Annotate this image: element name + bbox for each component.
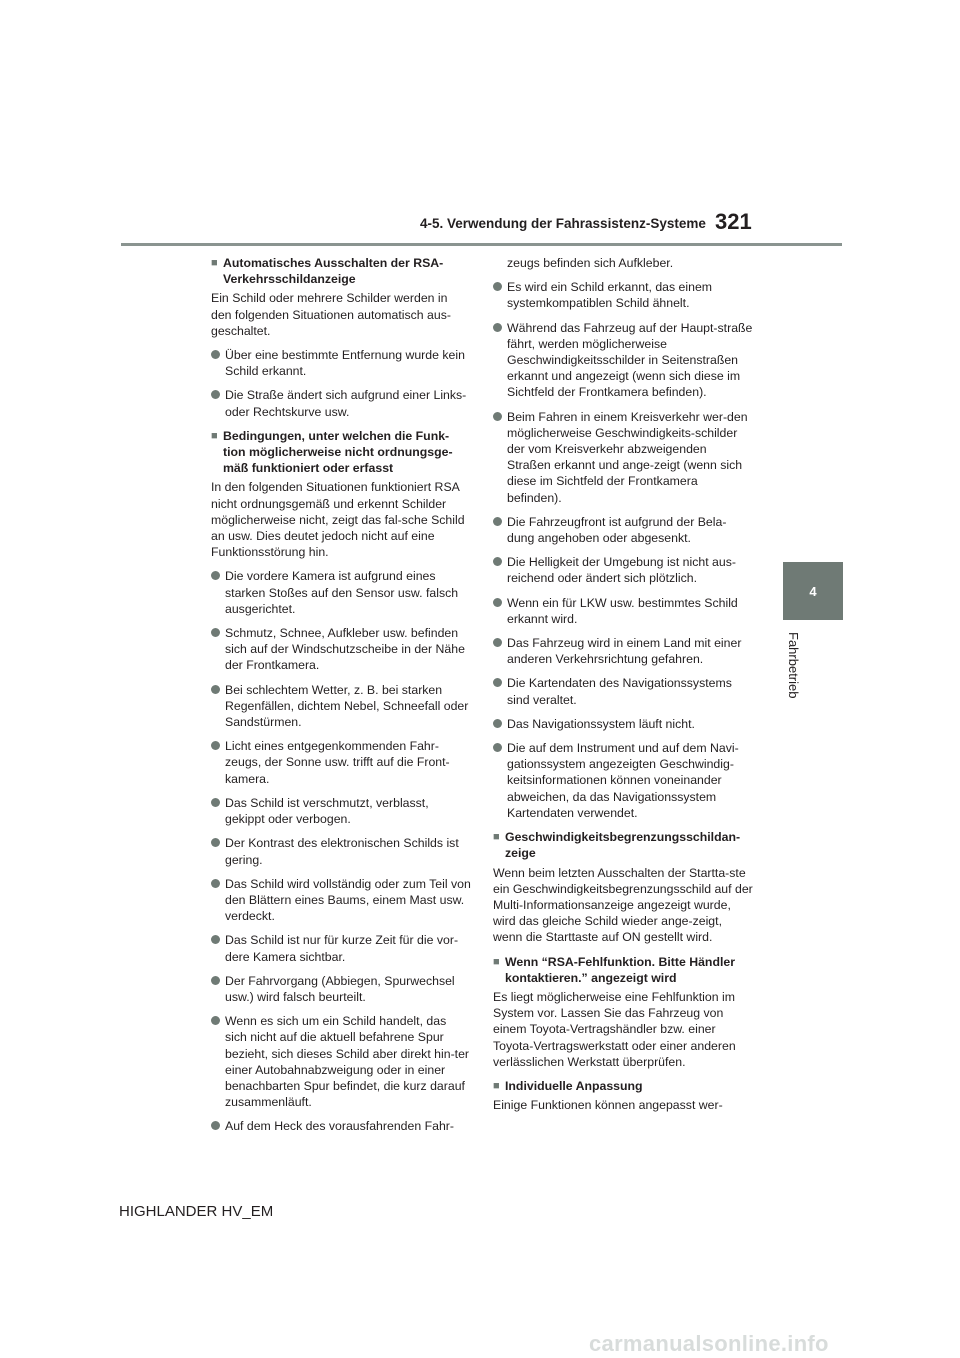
list-item bbox=[211, 835, 471, 867]
list-item bbox=[211, 973, 471, 1005]
heading-text: Individuelle Anpassung bbox=[505, 1078, 643, 1093]
list-item-text: Licht eines entgegenkommenden Fahr-zeugs, der Sonne usw. trifft auf die Front-kamera. bbox=[225, 739, 450, 786]
section-heading bbox=[493, 1078, 753, 1094]
continued-text: zeugs befinden sich Aufkleber. bbox=[507, 256, 674, 270]
list-item-text: Die Straße ändert sich aufgrund einer Links- oder Rechtskurve usw. bbox=[225, 388, 467, 419]
paragraph: In den folgenden Situationen funktioniert RSA nicht ordnungsgemäß und erkennt Schilder möglicherweise nicht, zeigt das fal-sche Schild an usw. Dies deutet jedoch nicht auf eine Funktionsstörung hin. bbox=[211, 480, 465, 560]
list-item-text: Das Schild wird vollständig oder zum Teil von den Blättern eines Baums, einem Mast usw. verdeckt. bbox=[225, 876, 471, 924]
list-item-text: Während das Fahrzeug auf der Haupt-straße fährt, werden möglicherweise Geschwindigkeitsschilder in Seitenstraßen erkannt und angezeigt (wenn sich diese im Sichtfeld der Frontkamera befinden). bbox=[507, 320, 753, 400]
chapter-name: Fahrbetrieb bbox=[786, 632, 801, 699]
bullet-icon bbox=[493, 638, 502, 647]
list-item bbox=[211, 347, 471, 379]
list-item-text: Der Kontrast des elektronischen Schilds ist gering. bbox=[225, 836, 459, 867]
list-item bbox=[211, 568, 471, 617]
list-item-text: Die vordere Kamera ist aufgrund eines starken Stoßes auf den Sensor usw. falsch ausgerichtet. bbox=[225, 569, 459, 616]
list-item bbox=[493, 740, 753, 821]
bullet-icon bbox=[211, 685, 220, 694]
chapter-number: 4 bbox=[809, 583, 817, 599]
list-item bbox=[493, 675, 753, 707]
list-item bbox=[211, 876, 471, 925]
section-heading bbox=[493, 829, 753, 861]
section-heading bbox=[211, 428, 471, 477]
list-item bbox=[493, 320, 753, 401]
list-item bbox=[211, 932, 471, 964]
header-divider bbox=[121, 243, 842, 246]
bullet-icon bbox=[211, 935, 220, 944]
list-item-text: Die Fahrzeugfront ist aufgrund der Bela-dung angehoben oder abgesenkt. bbox=[507, 514, 727, 546]
list-item bbox=[493, 554, 753, 586]
list-item bbox=[211, 625, 471, 674]
list-item bbox=[211, 1118, 471, 1134]
section-heading bbox=[493, 954, 753, 986]
list-item-text: Das Schild ist verschmutzt, verblasst, gekippt oder verbogen. bbox=[225, 795, 429, 827]
square-bullet-icon: ■ bbox=[493, 1079, 500, 1092]
paragraph: Es liegt möglicherweise eine Fehlfunktion im System vor. Lassen Sie das Fahrzeug von einem Toyota-Vertragshändler bzw. einer Toyota-Vertragswerkstatt oder einer anderen verlässlichen Werkstatt überprüfen. bbox=[493, 989, 736, 1069]
list-item bbox=[493, 595, 753, 627]
heading-text: Automatisches Ausschalten der RSA-Verkehrsschildanzeige bbox=[223, 256, 444, 287]
page-number: 321 bbox=[715, 209, 752, 234]
bullet-icon bbox=[211, 571, 220, 580]
list-item bbox=[211, 795, 471, 827]
bullet-icon bbox=[493, 598, 502, 607]
list-item-text: Wenn es sich um ein Schild handelt, das sich nicht auf die aktuell befahrene Spur bezieht, sich dieses Schild aber direkt hin-ter einer Autobahnabzweigung oder in einer benachbarten Spur befindet, die kurz darauf zusammenläuft. bbox=[225, 1014, 470, 1110]
list-item-text: Das Schild ist nur für kurze Zeit für die vor-dere Kamera sichtbar. bbox=[225, 933, 459, 964]
heading-text: Bedingungen, unter welchen die Funk-tion möglicherweise nicht ordnungsge-mäß funktioniert oder erfasst bbox=[223, 428, 453, 476]
bullet-icon bbox=[493, 557, 502, 566]
square-bullet-icon: ■ bbox=[493, 831, 500, 844]
bullet-icon bbox=[211, 798, 220, 807]
list-item bbox=[493, 514, 753, 546]
list-item bbox=[211, 682, 471, 731]
bullet-icon bbox=[493, 678, 502, 687]
bullet-icon bbox=[211, 976, 220, 985]
list-item bbox=[493, 716, 753, 732]
bullet-icon bbox=[493, 743, 502, 752]
bullet-icon bbox=[493, 412, 502, 421]
left-column bbox=[211, 255, 471, 1143]
list-item-text: Über eine bestimmte Entfernung wurde kein Schild erkannt. bbox=[225, 348, 465, 379]
list-item-text: Bei schlechtem Wetter, z. B. bei starken Regenfällen, dichtem Nebel, Schneefall oder Sandstürmen. bbox=[225, 682, 469, 730]
list-item bbox=[211, 387, 471, 419]
list-item-text: Die Helligkeit der Umgebung ist nicht aus-reichend oder ändert sich plötzlich. bbox=[507, 555, 736, 586]
square-bullet-icon: ■ bbox=[211, 257, 218, 269]
bullet-icon bbox=[493, 517, 502, 526]
paragraph: Ein Schild oder mehrere Schilder werden in den folgenden Situationen automatisch aus-geschaltet. bbox=[211, 291, 451, 338]
paragraph: Einige Funktionen können angepasst wer- bbox=[493, 1098, 723, 1113]
chapter-tab[interactable] bbox=[783, 562, 843, 620]
list-item-text: Beim Fahren in einem Kreisverkehr wer-den möglicherweise Geschwindigkeits-schilder der vom Kreisverkehr abzweigenden Straßen erkannt und ange-zeigt (wenn sich diese im Sichtfeld der Frontkamera befinden). bbox=[507, 409, 748, 505]
bullet-icon bbox=[493, 719, 502, 728]
bullet-icon bbox=[211, 390, 220, 399]
paragraph: Wenn beim letzten Ausschalten der Startta-ste ein Geschwindigkeitsbegrenzungsschild auf der Multi-Informationsanzeige angezeigt wurde, wird das gleiche Schild wieder ange-zeigt, wenn die Starttaste auf ON gestellt wird. bbox=[493, 865, 753, 945]
bullet-icon bbox=[211, 838, 220, 847]
list-item-text: Auf dem Heck des vorausfahrenden Fahr- bbox=[225, 1119, 454, 1134]
list-item-text: Wenn ein für LKW usw. bestimmtes Schild erkannt wird. bbox=[507, 595, 738, 626]
model-footer: HIGHLANDER HV_EM bbox=[119, 1203, 274, 1220]
bullet-icon bbox=[211, 628, 220, 637]
list-item bbox=[493, 635, 753, 667]
list-item-text: Die Kartendaten des Navigationssystems sind veraltet. bbox=[507, 676, 732, 707]
list-item bbox=[211, 1013, 471, 1110]
watermark: carmanualsonline.info bbox=[589, 1331, 829, 1356]
list-item bbox=[211, 738, 471, 787]
list-item bbox=[493, 279, 753, 311]
section-title: 4-5. Verwendung der Fahrassistenz-Systeme bbox=[420, 216, 706, 231]
bullet-icon bbox=[493, 282, 502, 291]
bullet-icon bbox=[211, 350, 220, 359]
list-item-text: Der Fahrvorgang (Abbiegen, Spurwechsel usw.) wird falsch beurteilt. bbox=[225, 973, 455, 1004]
list-item-text: Schmutz, Schnee, Aufkleber usw. befinden sich auf der Windschutzscheibe in der Nähe der Frontkamera. bbox=[225, 626, 465, 673]
square-bullet-icon: ■ bbox=[493, 955, 500, 968]
bullet-icon bbox=[493, 323, 502, 332]
heading-text: Geschwindigkeitsbegrenzungsschildan-zeige bbox=[505, 830, 741, 861]
right-column bbox=[493, 255, 753, 1121]
bullet-icon bbox=[211, 1121, 220, 1130]
list-item bbox=[493, 409, 753, 506]
square-bullet-icon: ■ bbox=[211, 429, 218, 442]
list-item-text: Die auf dem Instrument und auf dem Navi-gationssystem angezeigten Geschwindig-keitsinformationen können voneinander abweichen, da das Navigationssystem Kartendaten verwendet. bbox=[507, 741, 739, 820]
bullet-icon bbox=[211, 879, 220, 888]
bullet-icon bbox=[211, 741, 220, 750]
list-item-text: Das Fahrzeug wird in einem Land mit einer anderen Verkehrsrichtung gefahren. bbox=[507, 636, 742, 667]
heading-text: Wenn “RSA-Fehlfunktion. Bitte Händler kontaktieren.” angezeigt wird bbox=[505, 954, 735, 985]
list-item-text: Das Navigationssystem läuft nicht. bbox=[507, 716, 695, 731]
section-heading bbox=[211, 255, 471, 287]
bullet-icon bbox=[211, 1016, 220, 1025]
list-item-text: Es wird ein Schild erkannt, das einem systemkompatiblen Schild ähnelt. bbox=[507, 280, 713, 311]
